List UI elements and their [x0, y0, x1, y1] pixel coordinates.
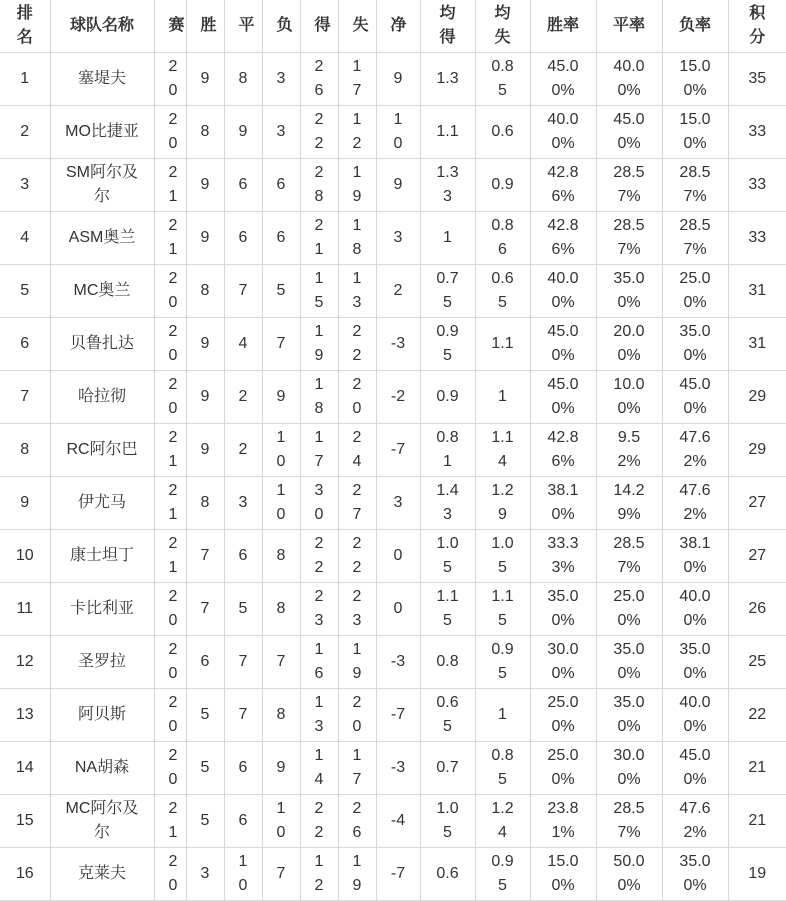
table-cell-goals-against: 27: [338, 477, 376, 530]
table-cell-points: 26: [728, 583, 786, 636]
table-cell-win-rate: 23.81%: [530, 795, 596, 848]
table-cell-losses: 9: [262, 742, 300, 795]
table-cell-team: ASM奥兰: [50, 212, 154, 265]
header-cell-rank: 排名: [0, 0, 50, 53]
table-cell-draws: 7: [224, 689, 262, 742]
header-cell-wins: 胜: [186, 0, 224, 53]
table-row: [0, 530, 786, 583]
table-cell-rank: 4: [0, 212, 50, 265]
table-cell-avg-for: 1.15: [420, 583, 475, 636]
table-cell-draw-rate: 35.00%: [596, 689, 662, 742]
table-cell-wins: 9: [186, 371, 224, 424]
table-cell-played: 21: [154, 530, 186, 583]
table-cell-avg-against: 1.15: [475, 583, 530, 636]
table-cell-team: 康士坦丁: [50, 530, 154, 583]
table-cell-draw-rate: 28.57%: [596, 159, 662, 212]
table-cell-goals-for: 14: [300, 742, 338, 795]
table-cell-loss-rate: 45.00%: [662, 742, 728, 795]
table-cell-wins: 9: [186, 53, 224, 106]
table-cell-draw-rate: 35.00%: [596, 636, 662, 689]
table-cell-draws: 5: [224, 583, 262, 636]
table-cell-loss-rate: 15.00%: [662, 53, 728, 106]
table-cell-avg-against: 0.95: [475, 848, 530, 901]
table-cell-losses: 8: [262, 689, 300, 742]
table-cell-goal-diff: -4: [376, 795, 420, 848]
table-cell-rank: 2: [0, 106, 50, 159]
table-cell-losses: 10: [262, 795, 300, 848]
table-cell-goals-against: 26: [338, 795, 376, 848]
table-cell-losses: 6: [262, 212, 300, 265]
table-cell-draws: 4: [224, 318, 262, 371]
table-cell-goal-diff: 0: [376, 530, 420, 583]
table-cell-rank: 8: [0, 424, 50, 477]
table-cell-wins: 7: [186, 583, 224, 636]
table-cell-loss-rate: 47.62%: [662, 424, 728, 477]
table-cell-rank: 3: [0, 159, 50, 212]
table-cell-draw-rate: 14.29%: [596, 477, 662, 530]
table-cell-draws: 7: [224, 265, 262, 318]
table-cell-draws: 6: [224, 159, 262, 212]
table-cell-draw-rate: 20.00%: [596, 318, 662, 371]
table-cell-goal-diff: 3: [376, 212, 420, 265]
table-cell-avg-against: 1.1: [475, 318, 530, 371]
table-cell-goals-against: 12: [338, 106, 376, 159]
table-cell-draw-rate: 25.00%: [596, 583, 662, 636]
table-cell-loss-rate: 35.00%: [662, 636, 728, 689]
table-cell-wins: 6: [186, 636, 224, 689]
table-cell-wins: 8: [186, 265, 224, 318]
table-cell-rank: 15: [0, 795, 50, 848]
table-cell-draws: 3: [224, 477, 262, 530]
header-cell-avg-against: 均失: [475, 0, 530, 53]
table-cell-goals-against: 22: [338, 530, 376, 583]
table-cell-losses: 6: [262, 159, 300, 212]
table-cell-played: 20: [154, 848, 186, 901]
header-cell-loss-rate: 负率: [662, 0, 728, 53]
table-cell-avg-for: 1: [420, 212, 475, 265]
table-cell-loss-rate: 40.00%: [662, 689, 728, 742]
table-cell-played: 21: [154, 159, 186, 212]
table-cell-goals-against: 22: [338, 318, 376, 371]
table-cell-draws: 6: [224, 742, 262, 795]
table-cell-played: 20: [154, 583, 186, 636]
table-cell-win-rate: 40.00%: [530, 265, 596, 318]
table-cell-wins: 5: [186, 689, 224, 742]
table-cell-played: 20: [154, 106, 186, 159]
table-cell-losses: 10: [262, 424, 300, 477]
table-cell-loss-rate: 47.62%: [662, 795, 728, 848]
table-cell-played: 21: [154, 795, 186, 848]
table-cell-avg-against: 1: [475, 689, 530, 742]
table-cell-win-rate: 40.00%: [530, 106, 596, 159]
table-cell-rank: 1: [0, 53, 50, 106]
table-cell-avg-for: 1.33: [420, 159, 475, 212]
table-cell-team: 伊尤马: [50, 477, 154, 530]
header-cell-draw-rate: 平率: [596, 0, 662, 53]
table-cell-goal-diff: 9: [376, 159, 420, 212]
table-cell-losses: 9: [262, 371, 300, 424]
table-row: [0, 742, 786, 795]
table-cell-avg-against: 1.14: [475, 424, 530, 477]
table-row: [0, 424, 786, 477]
table-cell-win-rate: 35.00%: [530, 583, 596, 636]
table-cell-points: 33: [728, 159, 786, 212]
table-cell-wins: 5: [186, 742, 224, 795]
table-cell-goals-for: 30: [300, 477, 338, 530]
table-cell-points: 33: [728, 212, 786, 265]
table-cell-wins: 7: [186, 530, 224, 583]
table-cell-points: 21: [728, 795, 786, 848]
table-cell-goals-for: 21: [300, 212, 338, 265]
table-cell-win-rate: 25.00%: [530, 742, 596, 795]
table-cell-points: 27: [728, 477, 786, 530]
table-cell-goals-for: 16: [300, 636, 338, 689]
table-cell-points: 35: [728, 53, 786, 106]
table-row: [0, 159, 786, 212]
table-cell-goals-against: 18: [338, 212, 376, 265]
table-cell-avg-for: 1.05: [420, 530, 475, 583]
table-cell-avg-for: 0.75: [420, 265, 475, 318]
table-cell-goals-for: 28: [300, 159, 338, 212]
table-cell-goal-diff: -7: [376, 689, 420, 742]
table-cell-team: RC阿尔巴: [50, 424, 154, 477]
table-cell-draw-rate: 35.00%: [596, 265, 662, 318]
table-cell-points: 25: [728, 636, 786, 689]
table-cell-points: 33: [728, 106, 786, 159]
table-cell-win-rate: 45.00%: [530, 371, 596, 424]
header-cell-avg-for: 均得: [420, 0, 475, 53]
table-header: [0, 0, 786, 53]
table-cell-goals-against: 23: [338, 583, 376, 636]
table-cell-win-rate: 15.00%: [530, 848, 596, 901]
table-cell-losses: 7: [262, 318, 300, 371]
table-cell-points: 27: [728, 530, 786, 583]
table-cell-draw-rate: 28.57%: [596, 530, 662, 583]
table-cell-played: 20: [154, 689, 186, 742]
table-cell-team: MC阿尔及尔: [50, 795, 154, 848]
table-cell-draw-rate: 9.52%: [596, 424, 662, 477]
table-row: [0, 848, 786, 901]
table-cell-draws: 7: [224, 636, 262, 689]
table-cell-losses: 8: [262, 530, 300, 583]
table-cell-win-rate: 45.00%: [530, 53, 596, 106]
table-cell-wins: 5: [186, 795, 224, 848]
table-cell-team: MO比捷亚: [50, 106, 154, 159]
table-cell-rank: 7: [0, 371, 50, 424]
table-cell-wins: 8: [186, 106, 224, 159]
table-cell-played: 21: [154, 424, 186, 477]
header-cell-goals-for: 得: [300, 0, 338, 53]
table-cell-rank: 14: [0, 742, 50, 795]
table-cell-draw-rate: 50.00%: [596, 848, 662, 901]
table-cell-wins: 9: [186, 318, 224, 371]
table-cell-rank: 9: [0, 477, 50, 530]
table-cell-avg-for: 0.65: [420, 689, 475, 742]
table-cell-rank: 13: [0, 689, 50, 742]
table-cell-loss-rate: 45.00%: [662, 371, 728, 424]
table-cell-draw-rate: 28.57%: [596, 795, 662, 848]
table-cell-points: 29: [728, 371, 786, 424]
table-cell-draws: 8: [224, 53, 262, 106]
table-cell-losses: 7: [262, 848, 300, 901]
table-cell-goals-against: 19: [338, 848, 376, 901]
table-cell-win-rate: 45.00%: [530, 318, 596, 371]
table-cell-win-rate: 30.00%: [530, 636, 596, 689]
table-cell-goals-for: 12: [300, 848, 338, 901]
table-cell-goals-against: 17: [338, 53, 376, 106]
table-cell-avg-against: 0.85: [475, 53, 530, 106]
table-row: [0, 212, 786, 265]
table-row: [0, 689, 786, 742]
table-cell-goal-diff: -3: [376, 636, 420, 689]
table-cell-team: 哈拉彻: [50, 371, 154, 424]
table-cell-losses: 7: [262, 636, 300, 689]
table-body: [0, 53, 786, 901]
header-cell-team: 球队名称: [50, 0, 154, 53]
table-cell-team: 卡比利亚: [50, 583, 154, 636]
table-row: [0, 477, 786, 530]
table-cell-goal-diff: -3: [376, 742, 420, 795]
table-cell-goals-for: 22: [300, 106, 338, 159]
table-cell-team: MC奥兰: [50, 265, 154, 318]
table-row: [0, 795, 786, 848]
table-cell-draws: 6: [224, 212, 262, 265]
table-cell-points: 31: [728, 318, 786, 371]
table-cell-loss-rate: 40.00%: [662, 583, 728, 636]
table-cell-loss-rate: 15.00%: [662, 106, 728, 159]
table-cell-loss-rate: 38.10%: [662, 530, 728, 583]
table-cell-draws: 6: [224, 795, 262, 848]
table-cell-avg-for: 0.9: [420, 371, 475, 424]
table-cell-played: 20: [154, 265, 186, 318]
table-cell-team: 克莱夫: [50, 848, 154, 901]
table-cell-win-rate: 25.00%: [530, 689, 596, 742]
table-cell-avg-against: 1.05: [475, 530, 530, 583]
header-cell-played: 赛: [154, 0, 186, 53]
table-cell-goal-diff: -7: [376, 848, 420, 901]
table-cell-loss-rate: 35.00%: [662, 318, 728, 371]
table-cell-avg-for: 1.3: [420, 53, 475, 106]
table-cell-played: 21: [154, 212, 186, 265]
table-cell-rank: 12: [0, 636, 50, 689]
table-cell-rank: 11: [0, 583, 50, 636]
table-cell-goal-diff: 3: [376, 477, 420, 530]
table-cell-win-rate: 33.33%: [530, 530, 596, 583]
table-cell-draw-rate: 40.00%: [596, 53, 662, 106]
table-cell-losses: 8: [262, 583, 300, 636]
table-cell-goals-for: 18: [300, 371, 338, 424]
table-cell-goal-diff: 2: [376, 265, 420, 318]
table-row: [0, 53, 786, 106]
table-cell-draws: 9: [224, 106, 262, 159]
table-cell-draws: 10: [224, 848, 262, 901]
table-cell-avg-against: 0.85: [475, 742, 530, 795]
table-cell-win-rate: 42.86%: [530, 424, 596, 477]
table-row: [0, 318, 786, 371]
table-cell-points: 29: [728, 424, 786, 477]
table-cell-losses: 3: [262, 53, 300, 106]
table-cell-played: 20: [154, 318, 186, 371]
table-row: [0, 636, 786, 689]
table-cell-points: 21: [728, 742, 786, 795]
table-cell-team: 贝鲁扎达: [50, 318, 154, 371]
table-cell-played: 20: [154, 371, 186, 424]
table-cell-draw-rate: 28.57%: [596, 212, 662, 265]
table-cell-draw-rate: 30.00%: [596, 742, 662, 795]
table-cell-avg-for: 1.1: [420, 106, 475, 159]
table-cell-draw-rate: 45.00%: [596, 106, 662, 159]
table-cell-goals-against: 20: [338, 371, 376, 424]
table-cell-rank: 16: [0, 848, 50, 901]
table-cell-goal-diff: 10: [376, 106, 420, 159]
table-cell-draws: 6: [224, 530, 262, 583]
table-cell-avg-for: 0.6: [420, 848, 475, 901]
table-cell-avg-for: 1.43: [420, 477, 475, 530]
table-cell-avg-for: 0.95: [420, 318, 475, 371]
table-cell-loss-rate: 25.00%: [662, 265, 728, 318]
table-cell-avg-against: 1.29: [475, 477, 530, 530]
table-cell-goals-against: 13: [338, 265, 376, 318]
table-cell-avg-against: 0.9: [475, 159, 530, 212]
table-cell-goals-against: 19: [338, 159, 376, 212]
table-cell-win-rate: 42.86%: [530, 159, 596, 212]
table-cell-rank: 10: [0, 530, 50, 583]
table-cell-win-rate: 38.10%: [530, 477, 596, 530]
header-cell-draws: 平: [224, 0, 262, 53]
table-cell-goal-diff: 0: [376, 583, 420, 636]
table-cell-avg-against: 1.24: [475, 795, 530, 848]
table-cell-goal-diff: -2: [376, 371, 420, 424]
table-cell-played: 20: [154, 742, 186, 795]
table-cell-team: 塞堤夫: [50, 53, 154, 106]
table-cell-losses: 10: [262, 477, 300, 530]
table-cell-wins: 9: [186, 424, 224, 477]
header-cell-goal-diff: 净: [376, 0, 420, 53]
table-cell-goals-for: 22: [300, 795, 338, 848]
table-cell-losses: 3: [262, 106, 300, 159]
table-cell-points: 22: [728, 689, 786, 742]
table-row: [0, 106, 786, 159]
table-cell-goals-for: 19: [300, 318, 338, 371]
table-cell-loss-rate: 28.57%: [662, 212, 728, 265]
table-cell-played: 20: [154, 636, 186, 689]
header-cell-win-rate: 胜率: [530, 0, 596, 53]
table-cell-played: 21: [154, 477, 186, 530]
table-cell-goal-diff: 9: [376, 53, 420, 106]
header-cell-points: 积分: [728, 0, 786, 53]
header-cell-losses: 负: [262, 0, 300, 53]
table-cell-wins: 3: [186, 848, 224, 901]
table-cell-team: 阿贝斯: [50, 689, 154, 742]
table-cell-goal-diff: -3: [376, 318, 420, 371]
table-cell-rank: 6: [0, 318, 50, 371]
table-cell-win-rate: 42.86%: [530, 212, 596, 265]
table-cell-loss-rate: 47.62%: [662, 477, 728, 530]
table-cell-draws: 2: [224, 371, 262, 424]
table-row: [0, 371, 786, 424]
table-cell-wins: 8: [186, 477, 224, 530]
table-row: [0, 583, 786, 636]
table-cell-avg-against: 0.86: [475, 212, 530, 265]
header-row: [0, 0, 786, 53]
table-cell-wins: 9: [186, 212, 224, 265]
table-cell-avg-against: 0.65: [475, 265, 530, 318]
table-cell-points: 31: [728, 265, 786, 318]
table-cell-loss-rate: 35.00%: [662, 848, 728, 901]
table-cell-avg-against: 0.95: [475, 636, 530, 689]
table-cell-goals-against: 19: [338, 636, 376, 689]
table-cell-draw-rate: 10.00%: [596, 371, 662, 424]
table-cell-goals-against: 17: [338, 742, 376, 795]
table-cell-rank: 5: [0, 265, 50, 318]
table-cell-played: 20: [154, 53, 186, 106]
table-cell-losses: 5: [262, 265, 300, 318]
table-cell-goals-for: 26: [300, 53, 338, 106]
table-cell-avg-against: 1: [475, 371, 530, 424]
table-cell-team: NA胡森: [50, 742, 154, 795]
table-cell-avg-for: 0.7: [420, 742, 475, 795]
table-cell-goals-for: 17: [300, 424, 338, 477]
table-row: [0, 265, 786, 318]
table-cell-team: SM阿尔及尔: [50, 159, 154, 212]
table-cell-avg-against: 0.6: [475, 106, 530, 159]
table-cell-goals-against: 24: [338, 424, 376, 477]
table-cell-goals-for: 22: [300, 530, 338, 583]
table-cell-avg-for: 1.05: [420, 795, 475, 848]
table-cell-goals-for: 13: [300, 689, 338, 742]
header-cell-goals-against: 失: [338, 0, 376, 53]
table-cell-team: 圣罗拉: [50, 636, 154, 689]
table-cell-avg-for: 0.8: [420, 636, 475, 689]
table-cell-points: 19: [728, 848, 786, 901]
table-cell-draws: 2: [224, 424, 262, 477]
table-cell-goals-for: 23: [300, 583, 338, 636]
table-cell-wins: 9: [186, 159, 224, 212]
table-cell-avg-for: 0.81: [420, 424, 475, 477]
table-cell-goals-against: 20: [338, 689, 376, 742]
table-cell-loss-rate: 28.57%: [662, 159, 728, 212]
table-cell-goals-for: 15: [300, 265, 338, 318]
table-cell-goal-diff: -7: [376, 424, 420, 477]
